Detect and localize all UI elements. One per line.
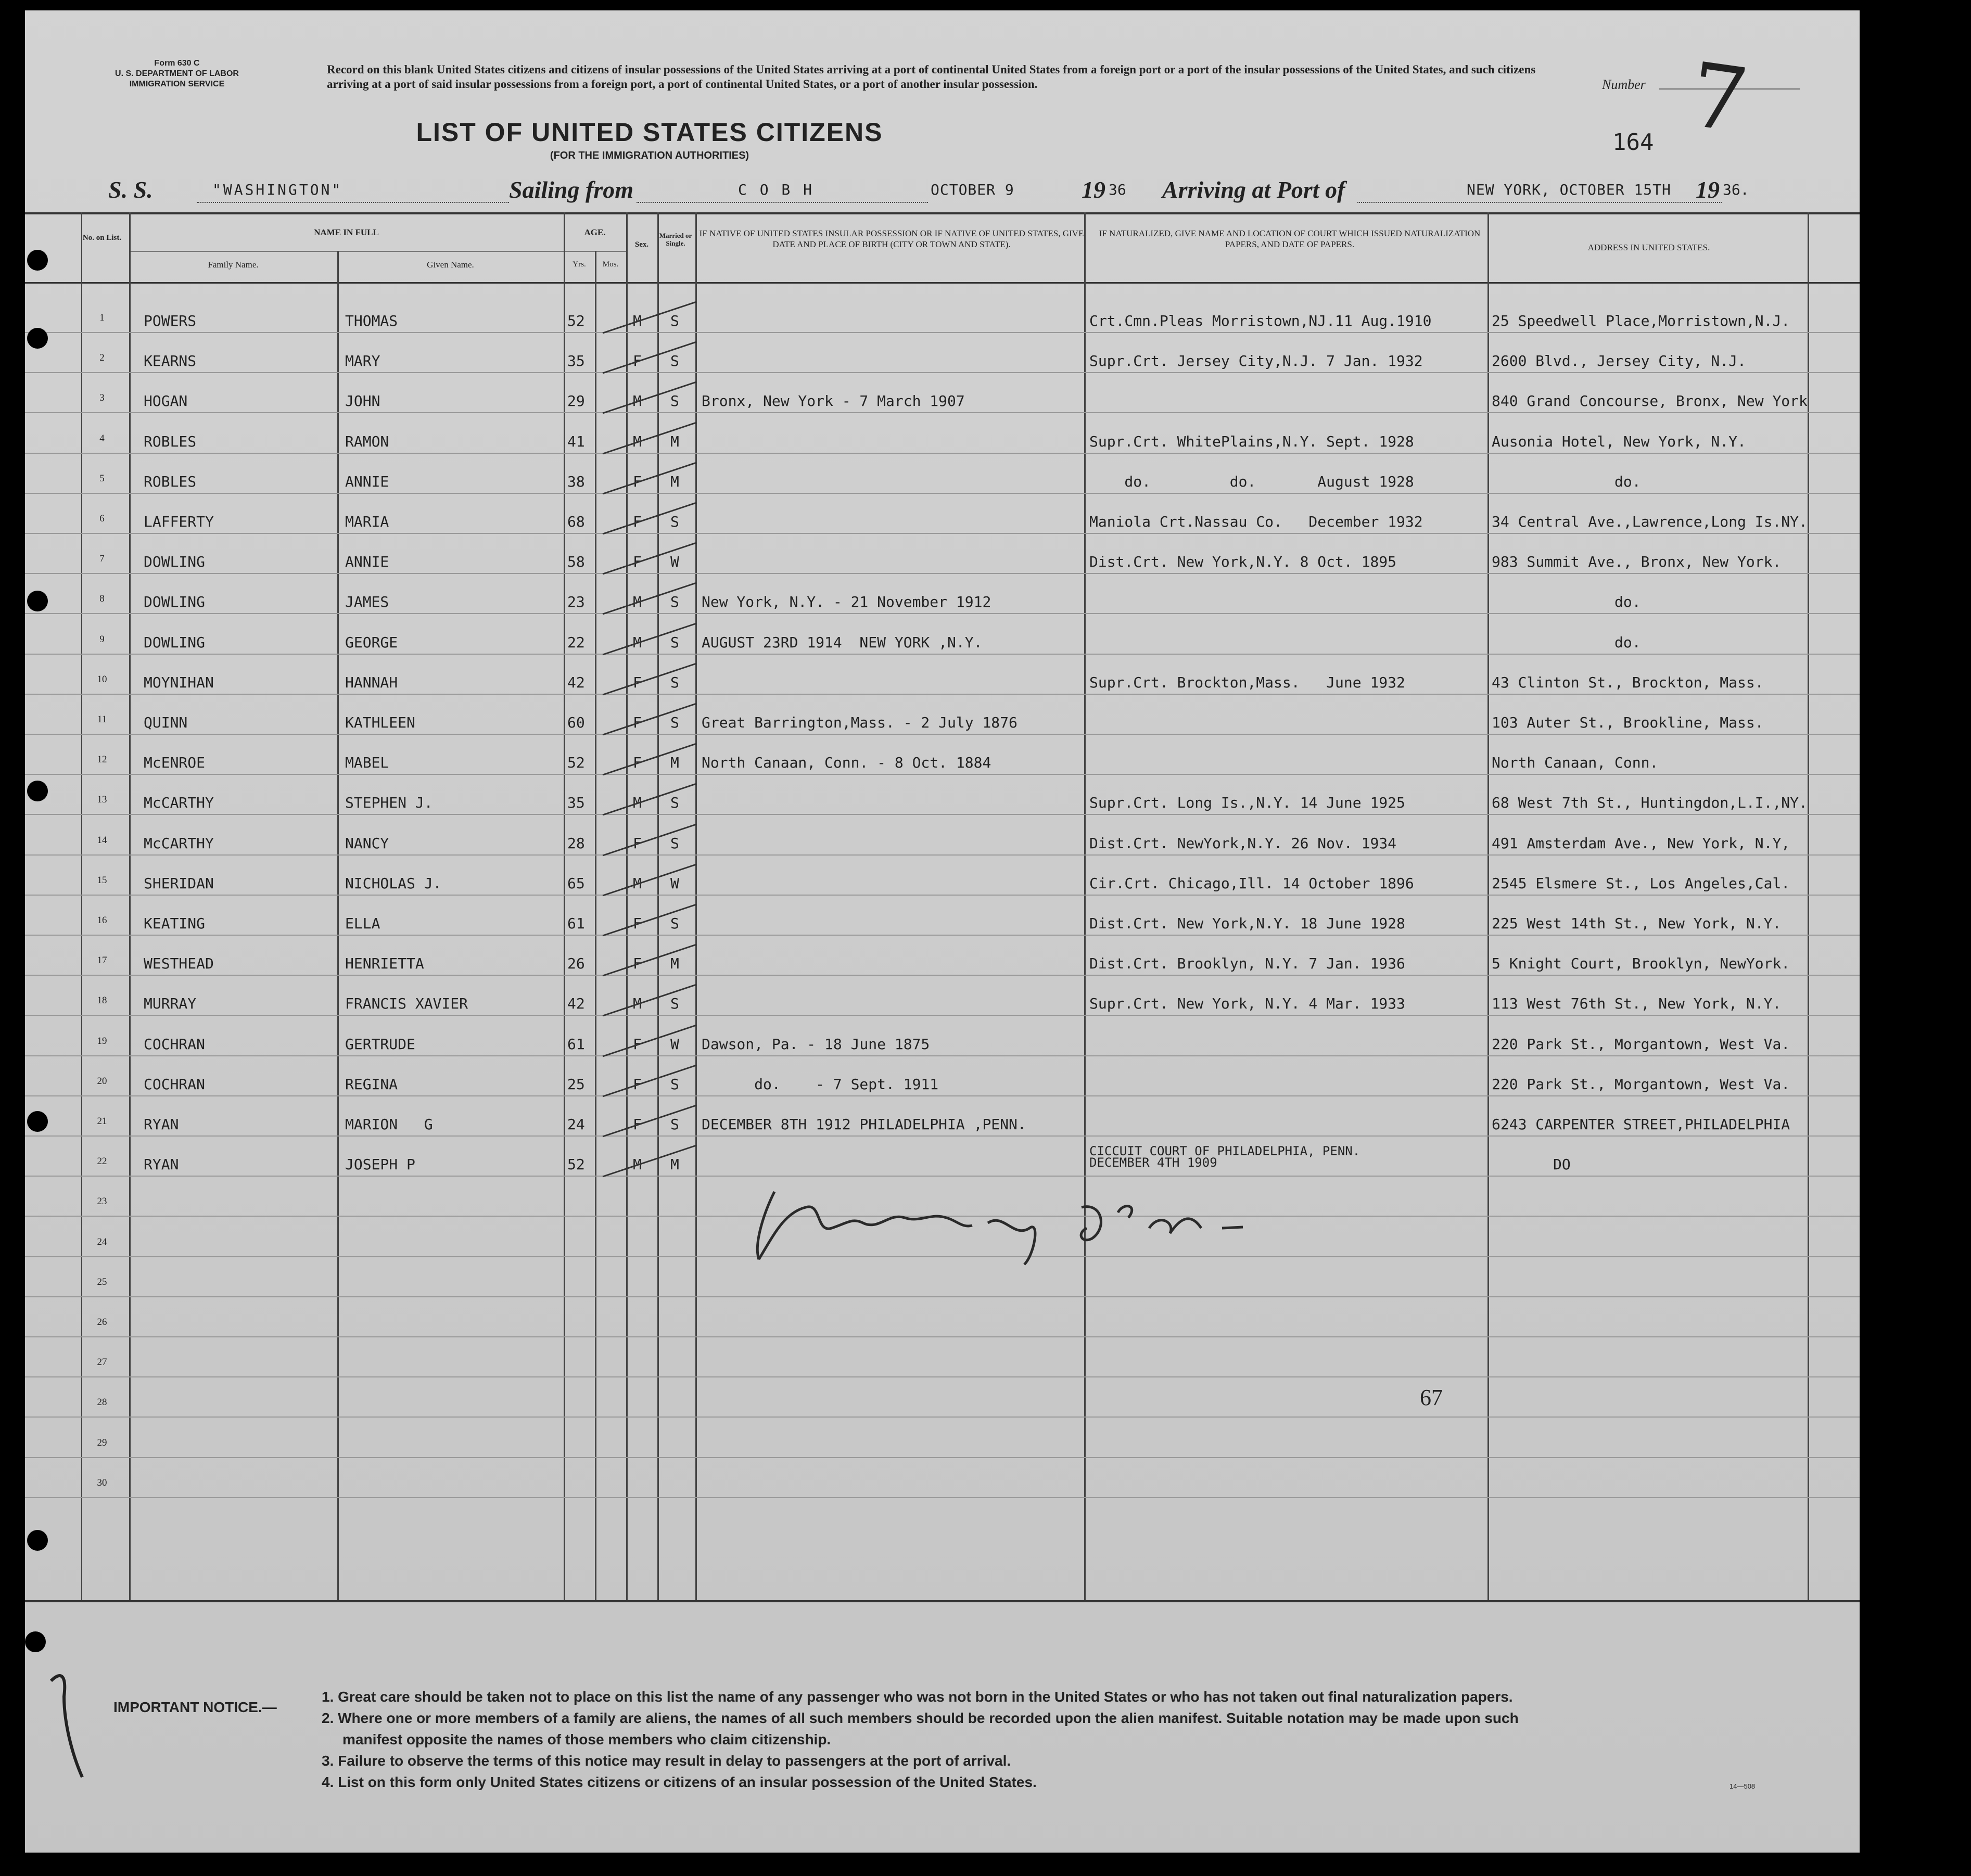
family-name: DOWLING [144, 634, 206, 651]
family-name: KEARNS [144, 352, 197, 369]
sex: F [633, 473, 642, 490]
sex: M [633, 794, 642, 811]
check-mark [597, 859, 702, 901]
rule-row [25, 975, 1860, 976]
us-address: 103 Auter St., Brookline, Mass. [1492, 714, 1764, 731]
sailing-label: Sailing from [509, 176, 634, 203]
rule-row [25, 854, 1860, 856]
page-title: LIST OF UNITED STATES CITIZENS [416, 118, 883, 147]
punch-hole [27, 1111, 48, 1132]
marital-status: M [670, 433, 679, 450]
check-mark [597, 1100, 702, 1142]
sex: F [633, 915, 642, 932]
rule-row [25, 1296, 1860, 1297]
row-number: 6 [99, 513, 105, 524]
row-number: 7 [99, 553, 105, 564]
rule-row [25, 1135, 1860, 1137]
row-number: 30 [97, 1477, 107, 1488]
birth-info: Dawson, Pa. - 18 June 1875 [702, 1036, 930, 1053]
check-mark [597, 1020, 702, 1062]
manifest-sheet [25, 10, 1860, 1853]
age-years: 25 [567, 1076, 585, 1093]
header-naturalized: IF NATURALIZED, GIVE NAME AND LOCATION OF COURT WHICH ISSUED NATURALIZATION PAPERS, AND DATE OF PAPERS. [1099, 228, 1481, 249]
given-name: ELLA [345, 915, 380, 932]
punch-hole [27, 250, 48, 271]
row-number: 11 [97, 714, 107, 725]
age-years: 52 [567, 1156, 585, 1173]
marital-status: S [670, 835, 679, 852]
given-name: MABEL [345, 754, 389, 771]
sex: M [633, 593, 642, 610]
form-number: Form 630 C [154, 59, 200, 68]
row-number: 5 [99, 473, 105, 484]
check-mark [597, 779, 702, 820]
naturalization-info: Dist.Crt. NewYork,N.Y. 26 Nov. 1934 [1089, 835, 1397, 852]
marital-status: S [670, 794, 679, 811]
punch-hole [27, 591, 48, 611]
rule-row [25, 493, 1860, 494]
marital-status: W [670, 1036, 679, 1053]
us-address: 220 Park St., Morgantown, West Va. [1492, 1076, 1790, 1093]
punch-hole [27, 781, 48, 801]
header-sex: Sex. [634, 240, 649, 249]
naturalization-info: Dist.Crt. Brooklyn, N.Y. 7 Jan. 1936 [1089, 955, 1405, 972]
naturalization-info: do. do. August 1928 [1089, 473, 1414, 490]
header-address: ADDRESS IN UNITED STATES. [1587, 243, 1710, 252]
family-name: WESTHEAD [144, 955, 214, 972]
naturalization-info: Supr.Crt. New York, N.Y. 4 Mar. 1933 [1089, 995, 1405, 1012]
service: IMMIGRATION SERVICE [129, 80, 225, 88]
rule-row [25, 1015, 1860, 1016]
form-code: 14—508 [1730, 1782, 1756, 1790]
naturalization-info: Crt.Cmn.Pleas Morristown,NJ.11 Aug.1910 [1089, 312, 1432, 329]
marital-status: S [670, 593, 679, 610]
marital-status: S [670, 995, 679, 1012]
rule-row [25, 1457, 1860, 1458]
rule-bottom [25, 1600, 1860, 1602]
row-number: 22 [97, 1156, 107, 1167]
sex: M [633, 392, 642, 410]
row-number: 23 [97, 1196, 107, 1207]
row-number: 1 [99, 312, 105, 323]
punch-hole [27, 328, 48, 349]
rule-row [25, 1095, 1860, 1096]
rule-row [25, 412, 1860, 413]
given-name: JOHN [345, 392, 380, 410]
age-years: 52 [567, 754, 585, 771]
naturalization-info: Maniola Crt.Nassau Co. December 1932 [1089, 513, 1423, 530]
header-yrs: Yrs. [573, 260, 586, 269]
rule-row [25, 613, 1860, 614]
birth-info: DECEMBER 8TH 1912 PHILADELPHIA ,PENN. [702, 1116, 1026, 1133]
port-from: C O B H [738, 181, 815, 198]
us-address: 34 Central Ave.,Lawrence,Long Is.NY. [1492, 513, 1808, 530]
given-name: HENRIETTA [345, 955, 424, 972]
naturalization-info: CICCUIT COURT OF PHILADELPHIA, PENN. DECEMBER 4TH 1909 [1089, 1144, 1360, 1170]
marital-status: W [670, 875, 679, 892]
row-number: 12 [97, 754, 107, 765]
rule-name-sub [129, 251, 564, 252]
row-number: 17 [97, 955, 107, 966]
sex: M [633, 634, 642, 651]
sex: F [633, 1036, 642, 1053]
us-address: 983 Summit Ave., Bronx, New York. [1492, 553, 1782, 570]
row-number: 15 [97, 875, 107, 886]
arriving-label: Arriving at Port of [1162, 176, 1345, 203]
page-subtitle: (FOR THE IMMIGRATION AUTHORITIES) [550, 150, 749, 161]
ss-label: S. S. [108, 176, 153, 203]
header-family: Family Name. [208, 260, 259, 270]
given-name: THOMAS [345, 312, 398, 329]
marital-status: M [670, 473, 679, 490]
us-address: North Canaan, Conn. [1492, 754, 1659, 771]
marital-status: M [670, 754, 679, 771]
rule-col [564, 212, 565, 1600]
rule-row [25, 372, 1860, 373]
check-mark [597, 497, 702, 539]
check-mark [597, 618, 702, 660]
family-name: SHERIDAN [144, 875, 214, 892]
given-name: KATHLEEN [345, 714, 415, 731]
birth-info: do. - 7 Sept. 1911 [702, 1076, 939, 1093]
given-name: MARIA [345, 513, 389, 530]
check-mark [597, 377, 702, 418]
birth-info: AUGUST 23RD 1914 NEW YORK ,N.Y. [702, 634, 983, 651]
rule-row [25, 895, 1860, 896]
age-years: 35 [567, 794, 585, 811]
birth-info: North Canaan, Conn. - 8 Oct. 1884 [702, 754, 991, 771]
check-mark [597, 337, 702, 378]
age-years: 24 [567, 1116, 585, 1133]
family-name: KEATING [144, 915, 206, 932]
row-number: 28 [97, 1397, 107, 1408]
rule-col [129, 212, 131, 1600]
us-address: 5 Knight Court, Brooklyn, NewYork. [1492, 955, 1790, 972]
rule-row [25, 1176, 1860, 1177]
naturalization-info: Supr.Crt. Jersey City,N.J. 7 Jan. 1932 [1089, 352, 1423, 369]
sex: F [633, 955, 642, 972]
sex: M [633, 875, 642, 892]
family-name: ROBLES [144, 473, 197, 490]
marital-status: S [670, 714, 679, 731]
age-years: 65 [567, 875, 585, 892]
family-name: ROBLES [144, 433, 197, 450]
sex: F [633, 714, 642, 731]
header-married: Married or Single. [659, 232, 692, 247]
naturalization-info: Supr.Crt. Long Is.,N.Y. 14 June 1925 [1089, 794, 1405, 811]
row-number: 13 [97, 794, 107, 805]
marital-status: S [670, 513, 679, 530]
given-name: GEORGE [345, 634, 398, 651]
age-years: 42 [567, 995, 585, 1012]
sex: F [633, 352, 642, 369]
us-address: 2600 Blvd., Jersey City, N.J. [1492, 352, 1746, 369]
row-number: 26 [97, 1317, 107, 1328]
marital-status: S [670, 1076, 679, 1093]
birth-info: Bronx, New York - 7 March 1907 [702, 392, 965, 410]
us-address: do. [1492, 473, 1641, 490]
us-address: 113 West 76th St., New York, N.Y. [1492, 995, 1782, 1012]
age-years: 28 [567, 835, 585, 852]
handwritten-note: 67 [1420, 1385, 1443, 1410]
family-name: McCARTHY [144, 835, 214, 852]
age-years: 22 [567, 634, 585, 651]
arrival-port-date: NEW YORK, OCTOBER 15TH [1467, 181, 1671, 198]
header-native: IF NATIVE OF UNITED STATES INSULAR POSSESSION OR IF NATIVE OF UNITED STATES, GIVE DATE AND PLACE OF BIRTH (CITY OR TOWN AND STATE). [699, 228, 1084, 249]
year-prefix-2: 19 [1696, 176, 1720, 203]
marital-status: S [670, 634, 679, 651]
header-mos: Mos. [602, 260, 619, 269]
rule-row [25, 814, 1860, 815]
rule-row [25, 332, 1860, 333]
age-years: 61 [567, 1036, 585, 1053]
rule-row [25, 453, 1860, 454]
rule-col [1808, 212, 1809, 1600]
rule-row [25, 573, 1860, 574]
sex: F [633, 1116, 642, 1133]
header-no: No. on List. [82, 234, 122, 242]
notice-label: IMPORTANT NOTICE.— [113, 1699, 277, 1715]
inspector-signature [743, 1181, 1420, 1270]
marital-status: S [670, 312, 679, 329]
rule-col [81, 212, 82, 1600]
family-name: LAFFERTY [144, 513, 214, 530]
family-name: QUINN [144, 714, 188, 731]
page-number: 164 [1612, 129, 1654, 156]
us-address: do. [1492, 634, 1641, 651]
given-name: JAMES [345, 593, 389, 610]
ship-name: "WASHINGTON" [212, 181, 343, 198]
check-mark [597, 738, 702, 780]
rule-top [25, 212, 1860, 214]
marital-status: S [670, 674, 679, 691]
age-years: 42 [567, 674, 585, 691]
birth-info: Great Barrington,Mass. - 2 July 1876 [702, 714, 1018, 731]
row-number: 4 [99, 433, 105, 444]
row-number: 3 [99, 392, 105, 403]
sex: F [633, 835, 642, 852]
given-name: RAMON [345, 433, 389, 450]
given-name: ANNIE [345, 473, 389, 490]
family-name: COCHRAN [144, 1076, 206, 1093]
marital-status: M [670, 955, 679, 972]
sex: M [633, 312, 642, 329]
header-name-in-full: NAME IN FULL [314, 227, 379, 237]
given-name: STEPHEN J. [345, 794, 433, 811]
naturalization-info: Dist.Crt. New York,N.Y. 18 June 1928 [1089, 915, 1405, 932]
check-mark [597, 297, 702, 338]
family-name: DOWLING [144, 553, 206, 570]
age-years: 23 [567, 593, 585, 610]
given-name: ANNIE [345, 553, 389, 570]
check-mark [597, 979, 702, 1021]
sex: F [633, 1076, 642, 1093]
age-years: 52 [567, 312, 585, 329]
notice-item: 2. Where one or more members of a family are aliens, the names of all such members should be recorded upon the alien manifest. Suitable notation may be made upon such [322, 1710, 1519, 1726]
rule-row [25, 1376, 1860, 1377]
family-name: POWERS [144, 312, 197, 329]
year-prefix: 19 [1082, 176, 1105, 203]
row-number: 25 [97, 1277, 107, 1287]
given-name: MARY [345, 352, 380, 369]
age-years: 41 [567, 433, 585, 450]
row-number: 20 [97, 1076, 107, 1087]
number-label: Number [1602, 77, 1646, 92]
family-name: MURRAY [144, 995, 197, 1012]
check-mark [597, 578, 702, 619]
row-number: 16 [97, 915, 107, 926]
age-years: 60 [567, 714, 585, 731]
marital-status: M [670, 1156, 679, 1173]
margin-mark [41, 1665, 103, 1785]
us-address: 6243 CARPENTER STREET,PHILADELPHIA [1492, 1116, 1790, 1133]
rule-row [25, 654, 1860, 655]
rule-row [25, 1416, 1860, 1418]
sex: F [633, 513, 642, 530]
us-address: do. [1492, 593, 1641, 610]
year-from: 36 [1109, 181, 1126, 198]
marital-status: W [670, 553, 679, 570]
header-age: AGE. [584, 227, 606, 237]
us-address: Ausonia Hotel, New York, N.Y. [1492, 433, 1746, 450]
sex: F [633, 754, 642, 771]
notice-item: 4. List on this form only United States citizens or citizens of an insular possession of the United States. [322, 1774, 1037, 1790]
check-mark [597, 658, 702, 700]
sex: M [633, 433, 642, 450]
age-years: 58 [567, 553, 585, 570]
check-mark [597, 417, 702, 459]
naturalization-info: Supr.Crt. WhitePlains,N.Y. Sept. 1928 [1089, 433, 1414, 450]
check-mark [597, 939, 702, 981]
given-name: REGINA [345, 1076, 398, 1093]
family-name: McENROE [144, 754, 206, 771]
notice-item: 3. Failure to observe the terms of this notice may result in delay to passengers at the port of arrival. [322, 1753, 1011, 1769]
punch-hole [27, 1530, 48, 1551]
given-name: HANNAH [345, 674, 398, 691]
age-years: 29 [567, 392, 585, 410]
us-address: 2545 Elsmere St., Los Angeles,Cal. [1492, 875, 1790, 892]
sex: F [633, 674, 642, 691]
age-years: 61 [567, 915, 585, 932]
check-mark [597, 1140, 702, 1182]
intro-text: Record on this blank United States citizens and citizens of insular possessions of the United States arriving at a port of continental United States from a foreign port or a port of the insular possessions of the United States, and such citizens arriving at a port of said insular possessions from a foreign port, a port of continental United States, or a port of another insular possession. [327, 63, 1536, 91]
year-to: 36. [1723, 181, 1749, 198]
rule-row [25, 1497, 1860, 1498]
us-address: 43 Clinton St., Brockton, Mass. [1492, 674, 1764, 691]
naturalization-info: Cir.Crt. Chicago,Ill. 14 October 1896 [1089, 875, 1414, 892]
sex: F [633, 553, 642, 570]
rule-row [25, 774, 1860, 775]
marital-status: S [670, 1116, 679, 1133]
check-mark [597, 819, 702, 861]
handwritten-number: 7 [1683, 43, 1754, 154]
row-number: 18 [97, 995, 107, 1006]
us-address: 220 Park St., Morgantown, West Va. [1492, 1036, 1790, 1053]
punch-hole [25, 1631, 46, 1652]
family-name: COCHRAN [144, 1036, 206, 1053]
us-address: 840 Grand Concourse, Bronx, New York [1492, 392, 1808, 410]
naturalization-info: Dist.Crt. New York,N.Y. 8 Oct. 1895 [1089, 553, 1397, 570]
us-address: 25 Speedwell Place,Morristown,N.J. [1492, 312, 1790, 329]
notice-item: manifest opposite the names of those members who claim citizenship. [342, 1731, 831, 1747]
rule-row [25, 533, 1860, 534]
check-mark [597, 538, 702, 579]
row-number: 21 [97, 1116, 107, 1127]
age-years: 26 [567, 955, 585, 972]
age-years: 38 [567, 473, 585, 490]
given-name: NICHOLAS J. [345, 875, 442, 892]
rule-row [25, 935, 1860, 936]
family-name: RYAN [144, 1156, 179, 1173]
rule-col [1084, 212, 1086, 1600]
us-address: 491 Amsterdam Ave., New York, N.Y, [1492, 835, 1790, 852]
row-number: 10 [97, 674, 107, 685]
rule-col [1487, 212, 1489, 1600]
date-from: OCTOBER 9 [931, 181, 1014, 198]
given-name: GERTRUDE [345, 1036, 415, 1053]
department: U. S. DEPARTMENT OF LABOR [115, 69, 239, 78]
row-number: 29 [97, 1437, 107, 1448]
marital-status: S [670, 352, 679, 369]
family-name: McCARTHY [144, 794, 214, 811]
notice-body [322, 1686, 1831, 1793]
given-name: JOSEPH P [345, 1156, 415, 1173]
row-number: 19 [97, 1036, 107, 1047]
row-number: 9 [99, 634, 105, 645]
sex: M [633, 995, 642, 1012]
check-mark [597, 1060, 702, 1102]
row-number: 2 [99, 352, 105, 363]
birth-info: New York, N.Y. - 21 November 1912 [702, 593, 991, 610]
check-mark [597, 899, 702, 941]
rule-row [25, 694, 1860, 695]
us-address: DO [1492, 1156, 1571, 1173]
age-years: 35 [567, 352, 585, 369]
family-name: DOWLING [144, 593, 206, 610]
marital-status: S [670, 915, 679, 932]
given-name: NANCY [345, 835, 389, 852]
given-name: MARION G [345, 1116, 433, 1133]
row-number: 27 [97, 1357, 107, 1368]
check-mark [597, 698, 702, 740]
sex: M [633, 1156, 642, 1173]
row-number: 14 [97, 835, 107, 846]
rule-header [25, 282, 1860, 284]
marital-status: S [670, 392, 679, 410]
family-name: MOYNIHAN [144, 674, 214, 691]
row-number: 8 [99, 593, 105, 604]
rule-row [25, 1336, 1860, 1337]
rule-row [25, 1055, 1860, 1056]
header-given: Given Name. [427, 260, 474, 270]
family-name: HOGAN [144, 392, 188, 410]
us-address: 68 West 7th St., Huntingdon,L.I.,NY. [1492, 794, 1808, 811]
check-mark [597, 457, 702, 499]
rule-row [25, 734, 1860, 735]
given-name: FRANCIS XAVIER [345, 995, 468, 1012]
notice-item: 1. Great care should be taken not to place on this list the name of any passenger who was not born in the United States or who has not taken out final naturalization papers. [322, 1689, 1513, 1705]
us-address: 225 West 14th St., New York, N.Y. [1492, 915, 1782, 932]
naturalization-info: Supr.Crt. Brockton,Mass. June 1932 [1089, 674, 1405, 691]
age-years: 68 [567, 513, 585, 530]
row-number: 24 [97, 1236, 107, 1247]
family-name: RYAN [144, 1116, 179, 1133]
